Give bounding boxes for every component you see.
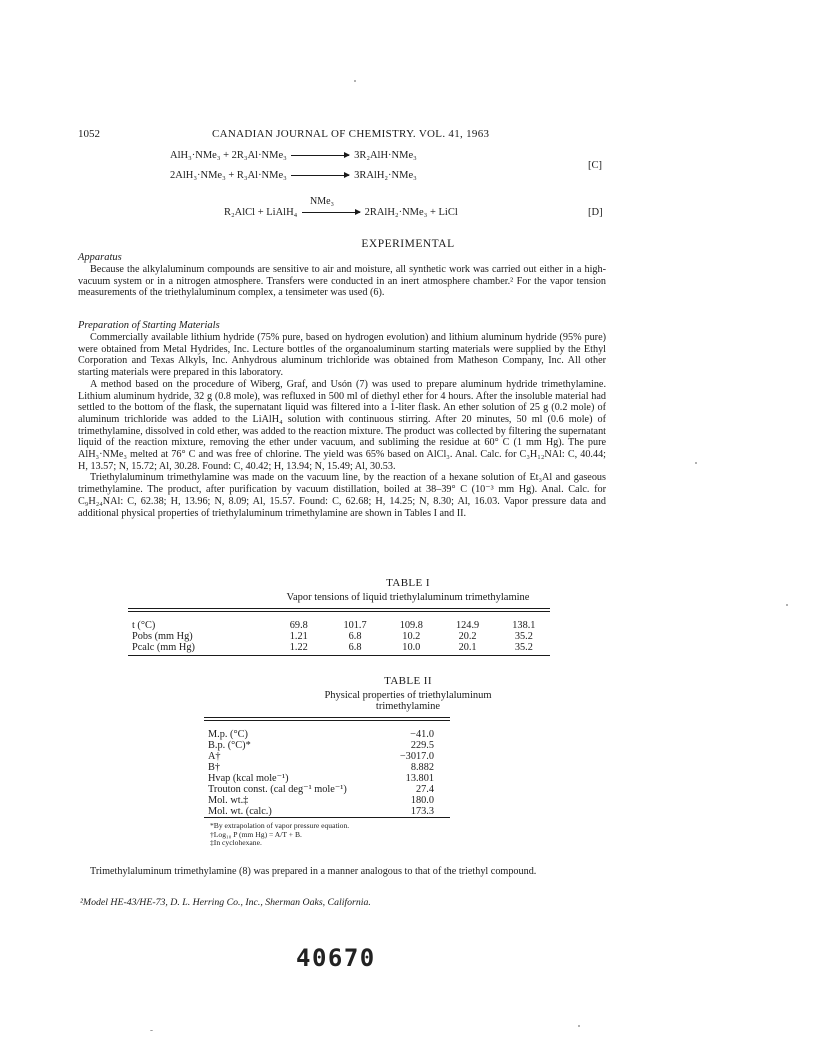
table-2-notes (210, 822, 349, 848)
table-cell: 35.2 (514, 631, 533, 642)
equation-d (224, 207, 458, 218)
table-cell: B.p. (°C)* (208, 740, 251, 751)
equation-c1-right: 3R₂AlH·NMe₃ (354, 150, 417, 161)
table-row (208, 784, 442, 795)
table-cell: 6.8 (348, 631, 362, 642)
footnote: ²Model HE-43/HE-73, D. L. Herring Co., Inc., Sherman Oaks, California. (80, 897, 371, 908)
table-cell: 8.882 (410, 762, 434, 773)
table-cell: 180.0 (410, 795, 434, 806)
table-cell: 109.8 (399, 620, 423, 631)
table-cell: M.p. (°C) (208, 729, 248, 740)
table-row (132, 631, 552, 642)
table-cell: 1.22 (289, 642, 308, 653)
table-2 (208, 729, 442, 817)
reaction-arrow-icon (291, 155, 349, 156)
stamp-number: 40670 (296, 944, 376, 972)
table-2-caption-line-2: trimethylamine (375, 701, 441, 712)
table-1-title: TABLE I (386, 577, 430, 589)
table-row (132, 620, 552, 631)
table-cell: 173.3 (410, 806, 434, 817)
preparation-paragraph-1: Commercially available lithium hydride (75% pure, based on hydrogen evolution) and lithium aluminum hydride (95% pure) were obtained from Metal Hydrides, Inc. Lecture bottles of the organoaluminum starting materials were supplied by the Ethyl Corporation and Texas Alkyls, Inc. Anhydrous aluminum trichloride was obtained from Matheson Company, Inc. All other starting materials were prepared in this laboratory. (78, 332, 606, 379)
table-1-bottom-rule (128, 655, 550, 656)
apparatus-text: Because the alkylaluminum compounds are sensitive to air and moisture, all synthetic work was carried out either in a high-vacuum system or in a nitrogen atmosphere. Transfers were conducted in an inert atmosphere chamber.² For the vapor tension measurements of the triethylaluminum complex, a tensimeter was used (6). (78, 264, 606, 299)
equation-d-left: R₂AlCl + LiAlH₄ (224, 207, 298, 218)
table-note: ‡In cyclohexane. (210, 838, 262, 848)
equation-tag-c: [C] (588, 160, 602, 171)
table-cell: Hvap (kcal mole⁻¹) (208, 773, 289, 784)
table-cell: 101.7 (343, 620, 367, 631)
preparation-paragraph-2: A method based on the procedure of Wiberg, Graf, and Usón (7) was used to prepare aluminum hydride trimethylamine. Lithium aluminum hydride, 32 g (0.8 mole), was refluxed in 500 ml of diethyl ether for 4 hours. After the insoluble material had settled to the bottom of the flask, the supernatant liquid was filtered into a 1-liter flask. An ether solution of 25 g (0.2 mole) of aluminum trichloride was added to the LiAlH₄ solution with continuous stirring. After 20 minutes, 50 ml (0.6 mole) of trimethylamine, dissolved in cold ether, was added to the reaction mixture. The product was collected by filtering the supernatant liquid of the reaction mixture, removing the ether under vacuum, and subliming the residue at 60° C (1 mm Hg). The pure AlH₃·NMe₃ melted at 76° C and was free of chlorine. The yield was 65% based on AlCl₃. Anal. Calc. for C₃H₁₂NAl: C, 40.44; H, 13.57; N, 15.72; Al, 30.28. Found: C, 40.42; H, 13.94; N, 15.49; Al, 30.53. (78, 378, 606, 472)
reaction-arrow-icon (302, 212, 360, 213)
table-row (208, 795, 442, 806)
equation-c2-right: 3RAlH₂·NMe₃ (354, 170, 417, 181)
table-cell: Trouton const. (cal deg⁻¹ mole⁻¹) (208, 784, 347, 795)
table-2-title: TABLE II (384, 675, 432, 687)
table-row (208, 751, 442, 762)
table-cell: 10.0 (402, 642, 421, 653)
table-2-bottom-rule (204, 817, 450, 818)
closing-text: Trimethylaluminum trimethylamine (8) was prepared in a manner analogous to that of the triethyl compound. (90, 866, 537, 877)
table-2-top-rule-2 (204, 720, 450, 721)
table-cell: 229.5 (410, 740, 434, 751)
table-row (208, 729, 442, 740)
table-cell: 6.8 (348, 642, 362, 653)
table-2-top-rule (204, 717, 450, 718)
table-1-top-rule-2 (128, 611, 550, 612)
scan-speck (354, 80, 356, 82)
equation-c1 (170, 150, 417, 161)
table-cell: 1.21 (289, 631, 308, 642)
preparation-paragraph-3: Triethylaluminum trimethylamine was made on the vacuum line, by the reaction of a hexane solution of Et₃Al and gaseous trimethylamine. The product, after purification by vacuum distillation, boiled at 38–39° C (10⁻³ mm Hg). Anal. Calc. for C₉H₂₄NAl: C, 62.38; H, 13.96; N, 8.09; Al, 15.57. Found: C, 62.68; H, 14.25; N, 8.30; Al, 16.03. Vapor pressure data and additional physical properties of triethylaluminum trimethylamine are shown in Tables I and II. (78, 472, 606, 519)
table-cell: Pobs (mm Hg) (132, 631, 193, 642)
table-cell: 35.2 (514, 642, 533, 653)
apparatus-heading: Apparatus (78, 252, 122, 263)
table-cell: 124.9 (456, 620, 480, 631)
equation-d-condition: NMe₃ (310, 196, 335, 207)
table-note: †Log₁₀ P (mm Hg) = A/T + B. (210, 829, 302, 839)
table-row (132, 642, 552, 653)
equation-tag-d: [D] (588, 207, 603, 218)
table-cell: A† (208, 751, 221, 762)
table-note: *By extrapolation of vapor pressure equation. (210, 821, 350, 830)
page-number: 1052 (78, 128, 100, 140)
preparation-heading: Preparation of Starting Materials (78, 320, 220, 331)
preparation-section (78, 332, 606, 519)
table-row (208, 740, 442, 751)
table-cell: Mol. wt.‡ (208, 795, 249, 806)
closing-paragraph (78, 866, 606, 878)
table-cell: 20.1 (458, 642, 477, 653)
table-1-caption: Vapor tensions of liquid triethylaluminum trimethylamine (286, 592, 530, 603)
table-cell: 10.2 (402, 631, 421, 642)
table-cell: 20.2 (458, 631, 477, 642)
equation-d-right: 2RAlH₂·NMe₃ + LiCl (364, 207, 458, 218)
table-row (208, 806, 442, 817)
table-1-top-rule (128, 608, 550, 609)
table-1 (132, 620, 552, 653)
running-title: CANADIAN JOURNAL OF CHEMISTRY. VOL. 41, 1963 (212, 128, 490, 140)
table-cell: −3017.0 (399, 751, 434, 762)
scan-speck (150, 1030, 153, 1031)
table-row (208, 773, 442, 784)
scan-speck (786, 604, 788, 606)
section-title: EXPERIMENTAL (361, 238, 455, 250)
scan-speck (695, 462, 697, 464)
reaction-arrow-icon (291, 175, 349, 176)
table-cell: B† (208, 762, 221, 773)
equation-c2 (170, 170, 417, 181)
equation-c1-left: AlH₃·NMe₃ + 2R₃Al·NMe₃ (170, 150, 287, 161)
table-cell: Pcalc (mm Hg) (132, 642, 195, 653)
apparatus-paragraph (78, 264, 606, 299)
table-cell: t (°C) (132, 620, 156, 631)
table-cell: 27.4 (415, 784, 434, 795)
table-cell: 69.8 (289, 620, 308, 631)
equation-c2-left: 2AlH₃·NMe₃ + R₃Al·NMe₃ (170, 170, 287, 181)
table-2-caption-line-1: Physical properties of triethylaluminum (324, 690, 492, 701)
table-cell: 13.801 (405, 773, 434, 784)
scan-speck (578, 1025, 580, 1027)
table-cell: −41.0 (410, 729, 434, 740)
table-cell: Mol. wt. (calc.) (208, 806, 272, 817)
table-cell: 138.1 (512, 620, 536, 631)
table-row (208, 762, 442, 773)
